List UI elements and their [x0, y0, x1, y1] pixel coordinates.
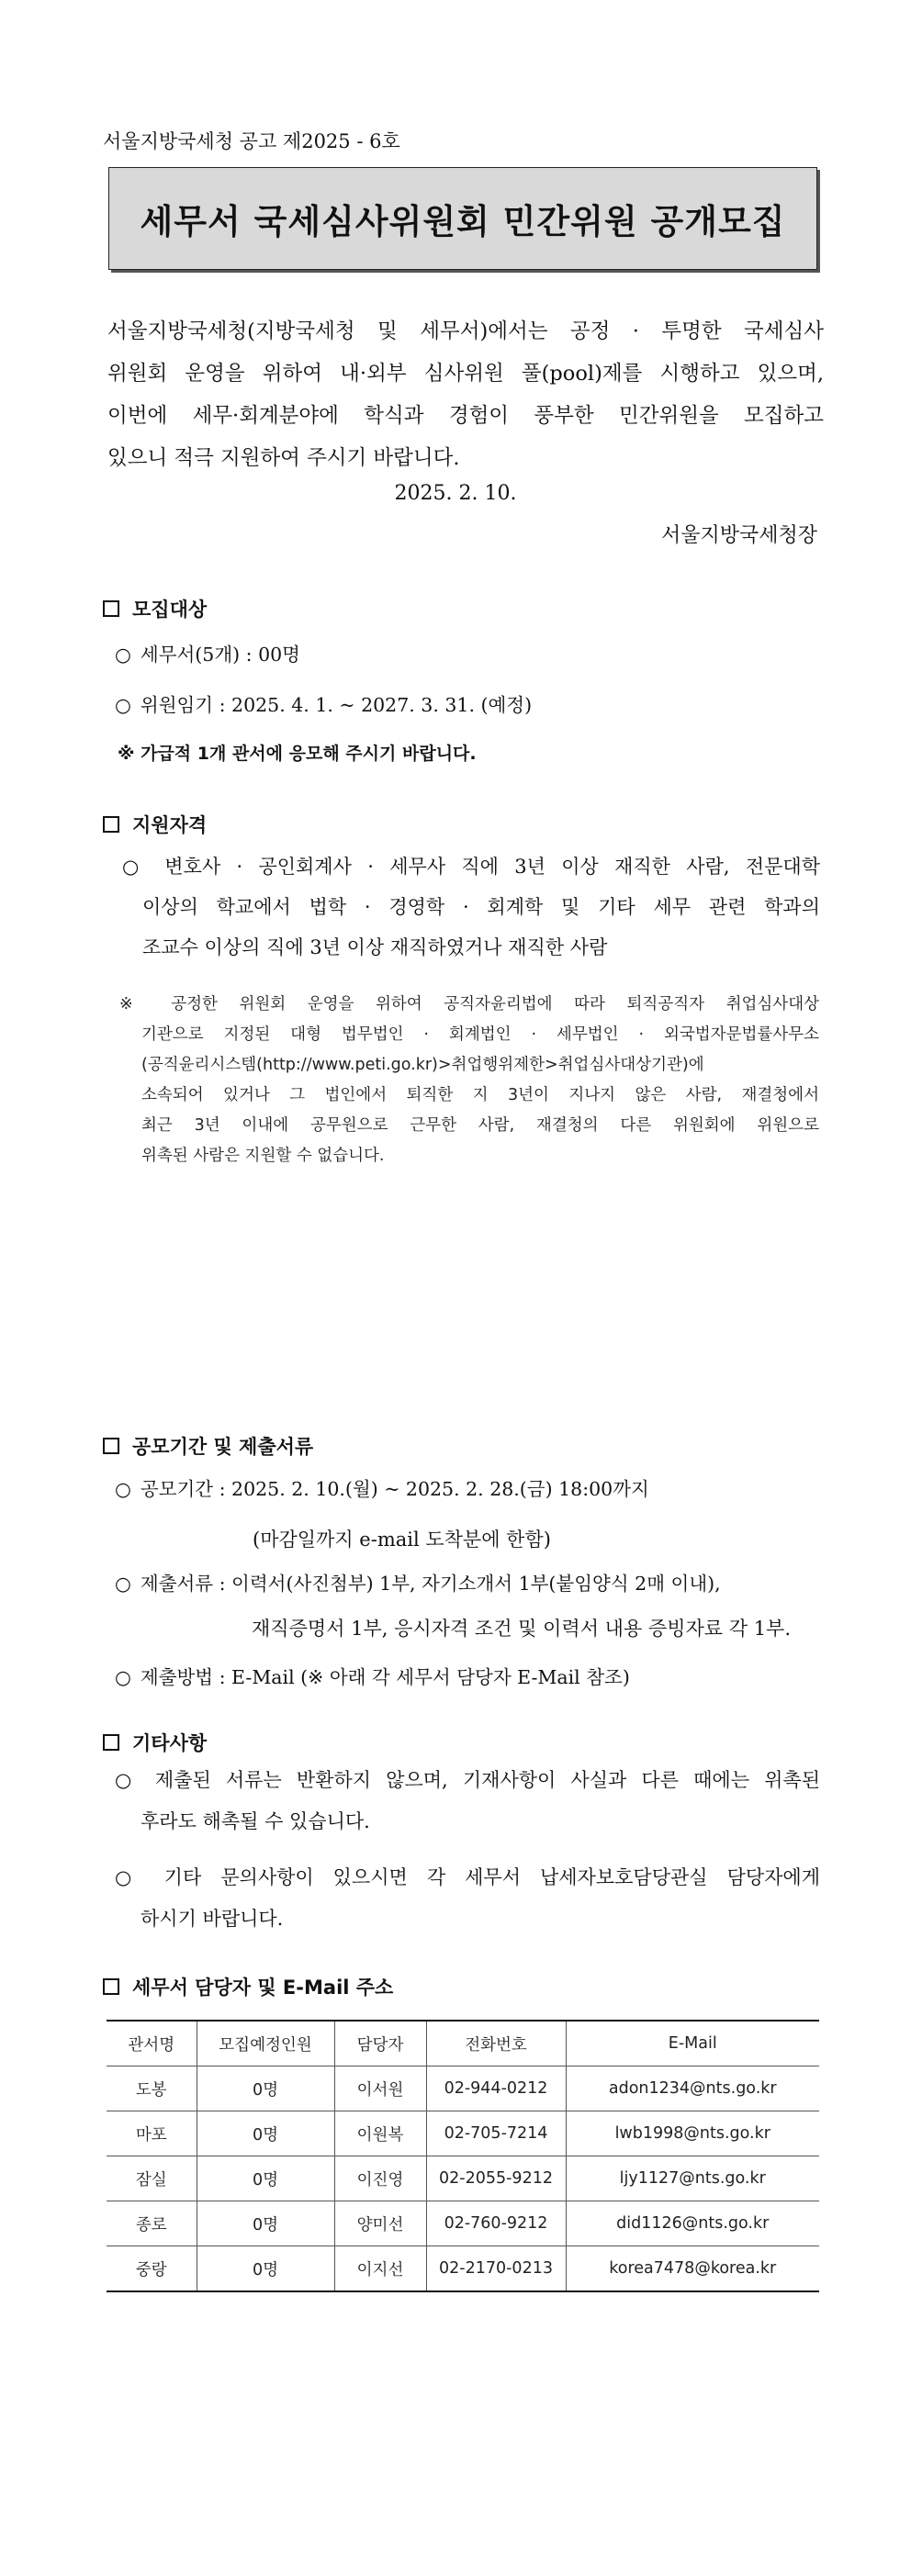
cell-email: adon1234@nts.go.kr	[566, 2066, 819, 2111]
cell-count: 0명	[197, 2111, 334, 2156]
intro-line: 서울지방국세청(지방국세청 및 세무서)에서는 공정 · 투명한 국세심사	[107, 319, 824, 343]
cell-phone: 02-705-7214	[426, 2111, 566, 2156]
square-bullet-icon	[103, 1734, 119, 1751]
restriction-note	[119, 990, 819, 1171]
cell-count: 0명	[197, 2066, 334, 2111]
contacts-table	[107, 2020, 819, 2292]
circle-bullet-icon: ○	[115, 644, 131, 666]
recruit-item-text: 위원임기 : 2025. 4. 1. ~ 2027. 3. 31. (예정)	[140, 694, 533, 716]
qualification-line: 이상의 학교에서 법학 · 경영학 · 회계학 및 기타 세무 관련 학과의	[142, 896, 820, 918]
cell-office: 중랑	[107, 2246, 197, 2292]
circle-bullet-icon: ○	[115, 1666, 131, 1688]
cell-manager: 이서원	[334, 2066, 426, 2111]
section-title-recruit	[103, 595, 207, 622]
square-bullet-icon	[103, 600, 119, 617]
documents-sub: 재직증명서 1부, 응시자격 조건 및 이력서 내용 증빙자료 각 1부.	[252, 1618, 792, 1640]
header-email: E-Mail	[566, 2021, 819, 2066]
recruit-item-text: 세무서(5개) : 00명	[140, 644, 300, 666]
table-row	[107, 2246, 819, 2292]
other-line: ○ 제출된 서류는 반환하지 않으며, 기재사항이 사실과 다른 때에는 위촉된	[115, 1769, 820, 1791]
intro-line: 있으니 적극 지원하여 주시기 바랍니다.	[107, 446, 460, 470]
circle-bullet-icon: ○	[115, 1573, 131, 1595]
restriction-line: 기관으로 지정된 대형 법무법인 · 회계법인 · 세무법인 · 외국법자문법률사무소	[141, 1025, 819, 1044]
cell-manager: 이원복	[334, 2111, 426, 2156]
period-text: 공모기간 : 2025. 2. 10.(월) ~ 2025. 2. 28.(금) 18:00까지	[140, 1478, 649, 1500]
table-row	[107, 2201, 819, 2246]
section-title-contacts	[103, 1973, 393, 2000]
table-row	[107, 2156, 819, 2201]
cell-office: 잠실	[107, 2156, 197, 2201]
restriction-line: (공직윤리시스템(http://www.peti.go.kr)>취업행위제한>취업심사대상기관)에	[141, 1056, 704, 1074]
section-title-text: 지원자격	[132, 814, 208, 836]
method-item	[115, 1662, 630, 1689]
other-item-2	[115, 1857, 820, 1940]
cell-email: did1126@nts.go.kr	[566, 2201, 819, 2246]
table-row	[107, 2111, 819, 2156]
cell-count: 0명	[197, 2201, 334, 2246]
qualification-line: 조교수 이상의 직에 3년 이상 재직하였거나 재직한 사람	[142, 936, 608, 958]
other-line: 하시기 바랍니다.	[141, 1908, 284, 1930]
header-office: 관서명	[107, 2021, 197, 2066]
square-bullet-icon	[103, 1978, 119, 1995]
header-manager: 담당자	[334, 2021, 426, 2066]
page-title: 세무서 국세심사위원회 민간위원 공개모집	[140, 202, 786, 241]
circle-bullet-icon: ○	[115, 694, 131, 716]
cell-count: 0명	[197, 2156, 334, 2201]
header-count: 모집예정인원	[197, 2021, 334, 2066]
cell-phone: 02-944-0212	[426, 2066, 566, 2111]
other-line: ○ 기타 문의사항이 있으시면 각 세무서 납세자보호담당관실 담당자에게	[115, 1866, 820, 1888]
cell-phone: 02-760-9212	[426, 2201, 566, 2246]
cell-manager: 이진영	[334, 2156, 426, 2201]
square-bullet-icon	[103, 1438, 119, 1454]
notice-number: 서울지방국세청 공고 제2025 - 6호	[103, 130, 400, 152]
cell-office: 마포	[107, 2111, 197, 2156]
cell-phone: 02-2055-9212	[426, 2156, 566, 2201]
intro-line: 이번에 세무·회계분야에 학식과 경험이 풍부한 민간위원을 모집하고	[107, 404, 824, 428]
section-title-other	[103, 1729, 207, 1756]
restriction-line: 위촉된 사람은 지원할 수 없습니다.	[141, 1147, 385, 1165]
table-header-row	[107, 2021, 819, 2066]
restriction-line: 소속되어 있거나 그 법인에서 퇴직한 지 3년이 지나지 않은 사람, 재결청에서	[141, 1086, 819, 1104]
qualification-text	[122, 846, 820, 968]
period-sub: (마감일까지 e-mail 도착분에 한함)	[253, 1529, 551, 1551]
documents-text: 제출서류 : 이력서(사진첨부) 1부, 자기소개서 1부(붙임양식 2매 이내),	[140, 1573, 721, 1595]
section-title-text: 모집대상	[132, 599, 208, 621]
section-title-text: 세무서 담당자 및 E-Mail 주소	[132, 1977, 394, 1999]
section-title-text: 기타사항	[132, 1732, 208, 1754]
intro-line: 위원회 운영을 위하여 내·외부 심사위원 풀(pool)제를 시행하고 있으며,	[107, 362, 824, 386]
recruit-note: ※ 가급적 1개 관서에 응모해 주시기 바랍니다.	[118, 744, 477, 764]
restriction-line: ※ 공정한 위원회 운영을 위하여 공직자윤리법에 따라 퇴직공직자 취업심사대상	[119, 995, 819, 1014]
table-row	[107, 2066, 819, 2111]
qualification-line: ○ 변호사 · 공인회계사 · 세무사 직에 3년 이상 재직한 사람, 전문대학	[122, 856, 820, 878]
cell-email: ljy1127@nts.go.kr	[566, 2156, 819, 2201]
cell-manager: 양미선	[334, 2201, 426, 2246]
recruit-item-term	[115, 689, 532, 717]
cell-phone: 02-2170-0213	[426, 2246, 566, 2292]
section-title-period	[103, 1432, 313, 1460]
title-box	[108, 167, 817, 270]
issuer-name: 서울지방국세청장	[660, 524, 817, 547]
period-item	[115, 1473, 649, 1501]
cell-email: korea7478@korea.kr	[566, 2246, 819, 2292]
recruit-item-office	[115, 639, 300, 666]
other-line: 후라도 해촉될 수 있습니다.	[141, 1810, 370, 1832]
other-item-1	[115, 1760, 820, 1842]
section-title-text: 공모기간 및 제출서류	[132, 1436, 314, 1458]
notice-date: 2025. 2. 10.	[394, 482, 517, 505]
method-text: 제출방법 : E-Mail (※ 아래 각 세무서 담당자 E-Mail 참조)	[140, 1666, 630, 1688]
restriction-line: 최근 3년 이내에 공무원으로 근무한 사람, 재결청의 다른 위원회에 위원으로	[141, 1116, 819, 1135]
header-phone: 전화번호	[426, 2021, 566, 2066]
intro-paragraph	[107, 310, 824, 479]
cell-office: 도봉	[107, 2066, 197, 2111]
circle-bullet-icon: ○	[115, 1478, 131, 1500]
cell-email: lwb1998@nts.go.kr	[566, 2111, 819, 2156]
cell-manager: 이지선	[334, 2246, 426, 2292]
square-bullet-icon	[103, 816, 119, 833]
documents-item	[115, 1568, 721, 1596]
section-title-qualification	[103, 811, 207, 838]
cell-office: 종로	[107, 2201, 197, 2246]
cell-count: 0명	[197, 2246, 334, 2292]
